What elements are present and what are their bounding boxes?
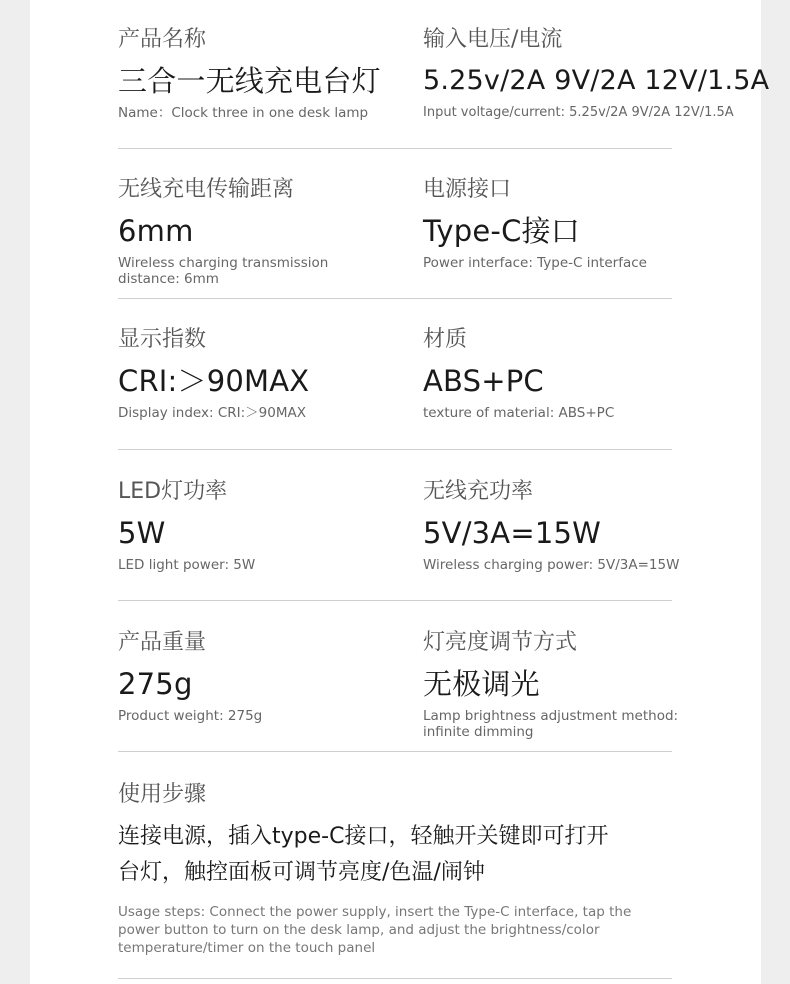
spec-english: texture of material: ABS+PC [423, 405, 615, 421]
spec-label: 无线充功率 [423, 479, 534, 504]
divider [118, 751, 672, 752]
spec-english: Product weight: 275g [118, 708, 263, 724]
spec-value: Type-C接口 [423, 214, 580, 248]
spec-brightness-adjustment [423, 629, 783, 740]
spec-label: 材质 [423, 327, 468, 352]
spec-label: 输入电压/电流 [423, 27, 563, 52]
spec-english: Lamp brightness adjustment method: infinite dimming [423, 708, 679, 740]
usage-steps-label: 使用步骤 [118, 782, 207, 807]
spec-label: 产品重量 [118, 630, 207, 655]
usage-steps-line: 连接电源，插入type-C接口，轻触开关键即可打开 [118, 824, 609, 849]
spec-english: LED light power: 5W [118, 557, 256, 573]
spec-wireless-power [423, 478, 783, 573]
spec-charging-distance [118, 176, 408, 287]
divider [118, 978, 672, 979]
divider [118, 600, 672, 601]
spec-english: Display index: CRI:＞90MAX [118, 405, 306, 421]
spec-power-interface [423, 176, 783, 271]
spec-material [423, 326, 783, 421]
spec-label: 灯亮度调节方式 [423, 630, 578, 655]
spec-value: 5.25v/2A 9V/2A 12V/1.5A [423, 65, 770, 96]
spec-english: Power interface: Type-C interface [423, 255, 647, 271]
spec-label: 产品名称 [118, 27, 207, 52]
spec-value: 5V/3A=15W [423, 516, 602, 550]
spec-input-voltage [423, 26, 783, 121]
spec-product-name [118, 26, 408, 121]
spec-display-index [118, 326, 408, 421]
spec-value: 6mm [118, 214, 194, 248]
spec-value: 三合一无线充电台灯 [118, 64, 381, 98]
spec-label: 无线充电传输距离 [118, 177, 295, 202]
usage-steps-line: 台灯，触控面板可调节亮度/色温/闹钟 [118, 860, 485, 885]
spec-value: 无极调光 [423, 667, 540, 701]
divider [118, 449, 672, 450]
spec-english: Name：Clock three in one desk lamp [118, 105, 369, 121]
spec-value: 5W [118, 516, 166, 550]
spec-value: 275g [118, 667, 193, 701]
usage-steps-english: Usage steps: Connect the power supply, insert the Type-C interface, tap the power button to turn on the desk lamp, and adjust the brightness/color temperature/timer on the touch panel [118, 904, 632, 956]
spec-label: 电源接口 [423, 177, 512, 202]
spec-value: CRI:＞90MAX [118, 364, 310, 398]
spec-value: ABS+PC [423, 364, 544, 398]
divider [118, 148, 672, 149]
usage-steps-section [118, 781, 672, 957]
spec-label: 显示指数 [118, 327, 207, 352]
spec-english: Wireless charging transmission distance: 6mm [118, 255, 329, 287]
divider [118, 298, 672, 299]
spec-label: LED灯功率 [118, 479, 228, 504]
spec-led-power [118, 478, 408, 573]
spec-english: Wireless charging power: 5V/3A=15W [423, 557, 680, 573]
spec-product-weight [118, 629, 408, 724]
usage-steps-text [118, 819, 678, 891]
spec-english: Input voltage/current: 5.25v/2A 9V/2A 12V/1.5A [423, 105, 734, 120]
